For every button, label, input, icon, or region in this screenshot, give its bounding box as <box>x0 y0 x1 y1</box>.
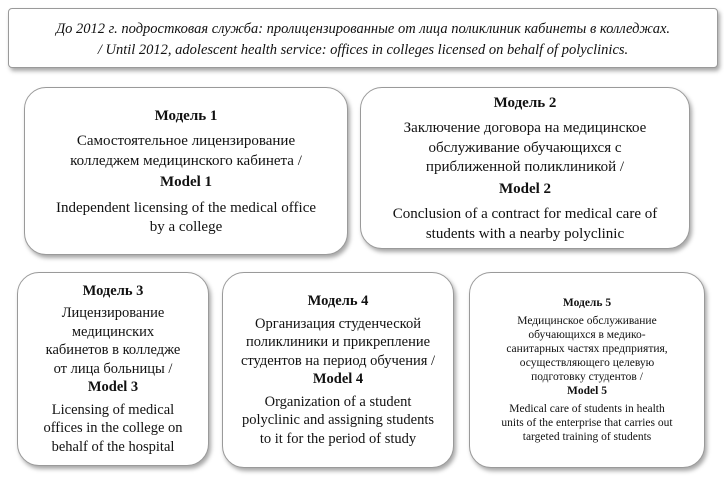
model-5-text-ru-line: обучающихся в медико- <box>528 329 646 341</box>
model-5-title-en: Model 5 <box>567 385 607 397</box>
model-3-text-ru-line: от лица больницы / <box>53 360 173 377</box>
model-5-text-en-line: units of the enterprise that carries out <box>501 417 673 429</box>
model-3-title-en: Model 3 <box>87 379 139 396</box>
model-1-text-ru-line: колледжем медицинского кабинета / <box>70 152 302 169</box>
model-5-box <box>469 272 705 468</box>
model-2-title-ru: Модель 2 <box>493 94 557 111</box>
model-2-box <box>360 87 690 249</box>
model-5-title-ru: Модель 5 <box>562 297 612 309</box>
model-4-text-en-line: Organization of a student <box>264 393 412 410</box>
model-5-text-ru-line: осуществляющего целевую <box>519 357 655 369</box>
model-4-text-ru-line: студентов на период обучения / <box>240 352 436 369</box>
model-4-text-en-line: to it for the period of study <box>259 430 417 447</box>
model-1-text-en-line: by a college <box>149 219 223 235</box>
model-1-title-en: Model 1 <box>159 174 213 190</box>
model-2-text-ru-line: приближенной поликлиникой / <box>425 159 625 176</box>
model-3-text-en-line: offices in the college on <box>43 420 183 437</box>
model-5-text-en-line: Medical care of students in health <box>509 403 665 415</box>
model-3-title-ru: Модель 3 <box>82 282 144 299</box>
model-4-box <box>222 272 454 468</box>
model-2-text-en-line: students with a nearby polyclinic <box>425 225 625 242</box>
header-text-ru: До 2012 г. подростковая служба: пролицензированные от лица поликлиник кабинеты в колледжах. <box>55 21 671 37</box>
model-2-text-ru-line: Заключение договора на медицинское <box>403 120 647 137</box>
model-5-text-ru-line: подготовку студентов / <box>531 371 643 383</box>
model-4-text-en-line: polyclinic and assigning students <box>241 412 435 428</box>
model-3-text-en-line: behalf of the hospital <box>51 438 175 455</box>
model-2-text-ru-line: обслуживание обучающихся с <box>428 139 622 156</box>
model-5-text-ru-line: Медицинское обслуживание <box>517 315 657 327</box>
header-box <box>8 8 718 68</box>
model-4-text-ru-line: поликлиники и прикрепление <box>245 334 431 350</box>
model-3-text-ru-line: кабинетов в колледже <box>45 342 181 359</box>
model-5-text-en-line: targeted training of students <box>522 431 652 443</box>
model-1-text-en-line: Independent licensing of the medical office <box>55 199 317 216</box>
model-5-text-ru-line: санитарных частях предприятия, <box>506 343 668 355</box>
model-3-text-ru-line: медицинских <box>71 323 155 340</box>
model-4-title-en: Model 4 <box>312 371 364 387</box>
model-2-text-en-line: Conclusion of a contract for medical care of <box>392 206 658 223</box>
model-3-text-en-line: Licensing of medical <box>51 401 175 418</box>
model-3-text-ru-line: Лицензирование <box>61 305 165 322</box>
model-1-title-ru: Модель 1 <box>154 107 218 124</box>
model-4-title-ru: Модель 4 <box>307 293 369 309</box>
header-text-en: / Until 2012, adolescent health service: offices in colleges licensed on behalf of polyclinics. <box>97 42 629 58</box>
model-1-box <box>24 87 348 255</box>
model-1-text-ru-line: Самостоятельное лицензирование <box>76 133 296 149</box>
model-3-box <box>17 272 209 466</box>
model-4-text-ru-line: Организация студенческой <box>255 315 421 332</box>
model-2-title-en: Model 2 <box>498 180 552 197</box>
